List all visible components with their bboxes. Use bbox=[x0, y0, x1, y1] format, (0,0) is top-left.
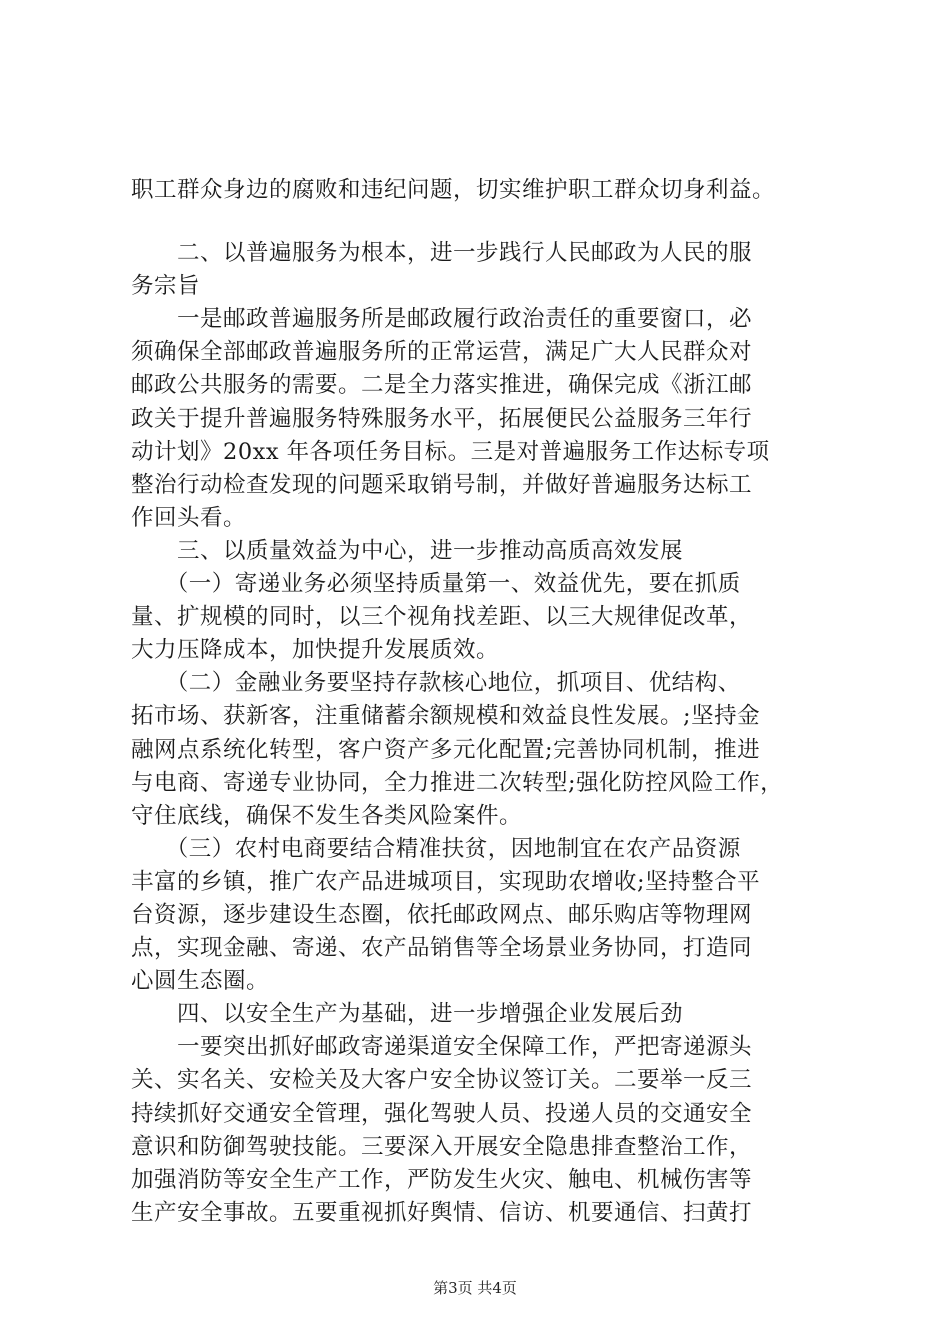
text-line: （一）寄递业务必须坚持质量第一、效益优先，要在抓质 bbox=[131, 571, 741, 598]
text-line: 整治行动检查发现的问题采取销号制，并做好普遍服务达标工 bbox=[131, 471, 753, 498]
text-line: 与电商、寄递专业协同，全力推进二次转型;强化防控风险工作， bbox=[131, 769, 784, 796]
text-line: 意识和防御驾驶技能。三要深入开展安全隐患排查整治工作， bbox=[131, 1133, 753, 1160]
text-line: 拓市场、获新客，注重储蓄余额规模和效益良性发展。;坚持金 bbox=[131, 703, 761, 730]
text-line: 持续抓好交通安全管理，强化驾驶人员、投递人员的交通安全 bbox=[131, 1100, 753, 1127]
page-number-footer: 第3页 共4页 bbox=[433, 1279, 517, 1297]
text-line: 一是邮政普遍服务所是邮政履行政治责任的重要窗口，必 bbox=[131, 306, 753, 333]
text-line: （三）农村电商要结合精准扶贫，因地制宜在农产品资源 bbox=[131, 835, 741, 862]
text-line: 点，实现金融、寄递、农产品销售等全场景业务协同，打造同 bbox=[131, 935, 753, 962]
text-line: 须确保全部邮政普遍服务所的正常运营，满足广大人民群众对 bbox=[131, 339, 753, 366]
text-line: 加强消防等安全生产工作，严防发生火灾、触电、机械伤害等 bbox=[131, 1166, 753, 1193]
section-heading: 二、以普遍服务为根本，进一步践行人民邮政为人民的服 bbox=[131, 240, 753, 267]
document-body bbox=[131, 174, 846, 1230]
section-heading-continued: 务宗旨 bbox=[131, 273, 201, 300]
text-line: 动计划》20xx 年各项任务目标。三是对普遍服务工作达标专项 bbox=[131, 438, 770, 465]
text-line: 生产安全事故。五要重视抓好舆情、信访、机要通信、扫黄打 bbox=[131, 1199, 753, 1226]
section-heading: 三、以质量效益为中心，进一步推动高质高效发展 bbox=[131, 537, 684, 564]
text-line: 关、实名关、安检关及大客户安全协议签订关。二要举一反三 bbox=[131, 1067, 753, 1094]
text-line: 台资源，逐步建设生态圈，依托邮政网点、邮乐购店等物理网 bbox=[131, 901, 753, 928]
text-line: 守住底线，确保不发生各类风险案件。 bbox=[131, 802, 523, 829]
text-line: 心圆生态圈。 bbox=[131, 968, 270, 995]
text-line: （二）金融业务要坚持存款核心地位，抓项目、优结构、 bbox=[131, 670, 741, 697]
text-line: 丰富的乡镇，推广农产品进城项目，实现助农增收;坚持整合平 bbox=[131, 868, 761, 895]
text-line: 一要突出抓好邮政寄递渠道安全保障工作，严把寄递源头 bbox=[131, 1034, 753, 1061]
text-line: 量、扩规模的同时，以三个视角找差距、以三大规律促改革， bbox=[131, 604, 753, 631]
text-line: 政关于提升普遍服务特殊服务水平，拓展便民公益服务三年行 bbox=[131, 405, 753, 432]
text-line: 邮政公共服务的需要。二是全力落实推进，确保完成《浙江邮 bbox=[131, 372, 753, 399]
text-line: 融网点系统化转型，客户资产多元化配置;完善协同机制，推进 bbox=[131, 736, 761, 763]
text-line: 大力压降成本，加快提升发展质效。 bbox=[131, 637, 500, 664]
text-line: 作回头看。 bbox=[131, 504, 247, 531]
text-line: 职工群众身边的腐败和违纪问题，切实维护职工群众切身利益。 bbox=[131, 177, 776, 203]
section-heading: 四、以安全生产为基础，进一步增强企业发展后劲 bbox=[131, 1001, 684, 1028]
